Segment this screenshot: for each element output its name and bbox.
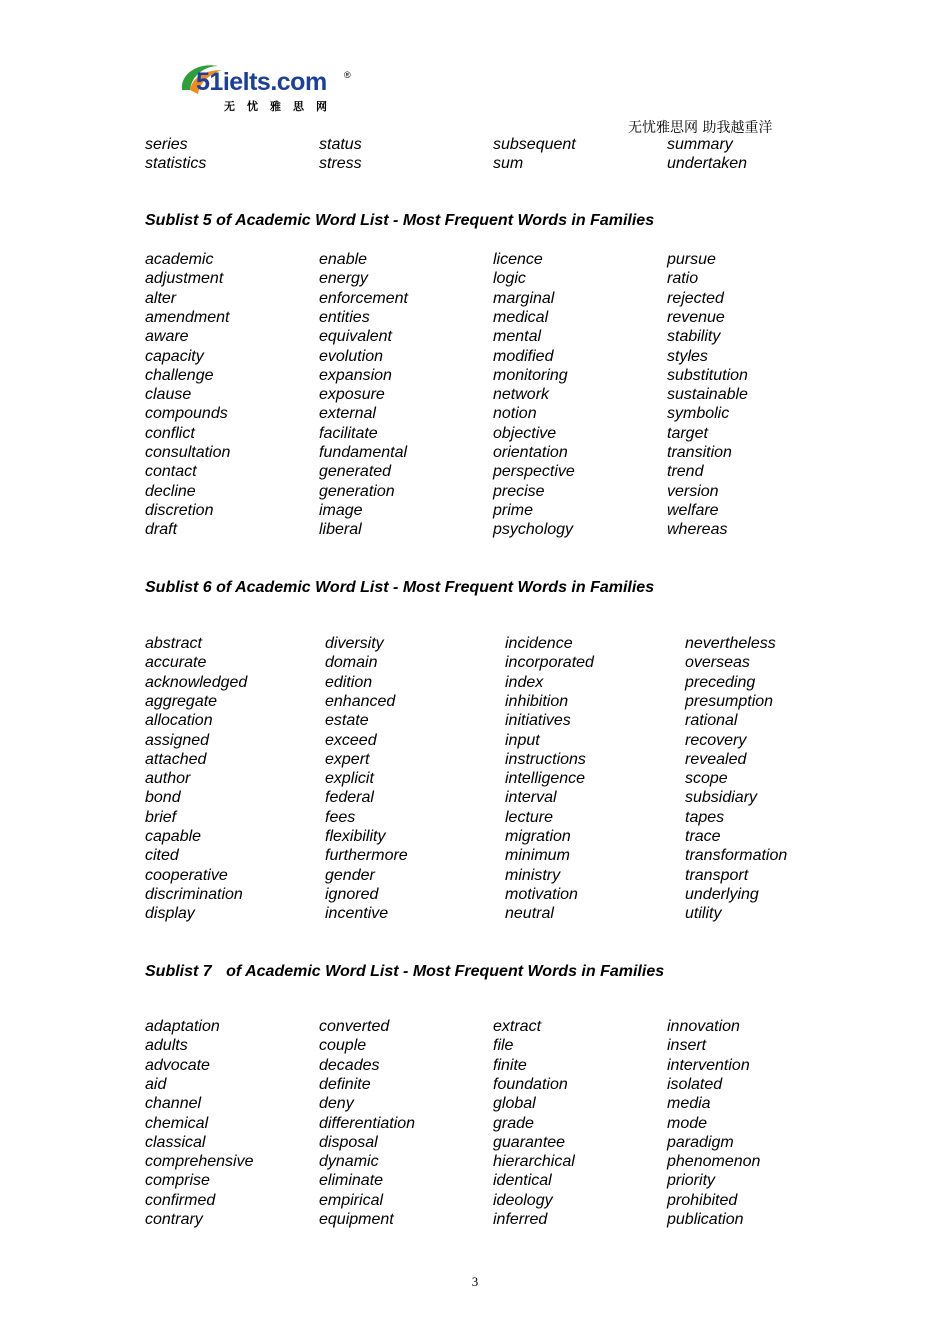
sublist-5-word: objective — [493, 424, 557, 442]
sublist-6-word: cited — [145, 847, 179, 865]
sublist-6-word: preceding — [685, 673, 756, 691]
continued-word: status — [319, 136, 362, 153]
sublist-6-word: intelligence — [505, 770, 586, 788]
sublist-5-word: revenue — [667, 308, 725, 326]
sublist-5-word: prime — [493, 501, 534, 519]
sublist-6-word: cooperative — [145, 866, 228, 884]
sublist-5-word: rejected — [667, 289, 724, 307]
sublist-5-word: liberal — [319, 521, 362, 539]
sublist-6-word: domain — [325, 654, 378, 672]
sublist-6-word: federal — [325, 789, 374, 807]
sublist-5-word: discretion — [145, 501, 214, 519]
sublist-7-word: disposal — [319, 1133, 378, 1151]
sublist-7-word: paradigm — [667, 1133, 734, 1151]
sublist-6-word: instructions — [505, 750, 586, 768]
sublist-6-word: rational — [685, 712, 738, 730]
sublist-6-word: interval — [505, 789, 557, 807]
sublist-5-word: network — [493, 386, 550, 404]
sublist-5-word: external — [319, 405, 376, 423]
sublist-5-word: welfare — [667, 501, 719, 519]
sublist-7-word: confirmed — [145, 1191, 216, 1209]
sublist-6-word: tapes — [685, 808, 725, 826]
sublist-7-word: guarantee — [493, 1133, 566, 1151]
sublist-6-word: discrimination — [145, 885, 243, 903]
sublist-5-word: contact — [145, 463, 197, 481]
sublist-5-word: generation — [319, 482, 395, 500]
sublist-6-word: presumption — [685, 692, 774, 710]
sublist-7-word: channel — [145, 1095, 202, 1113]
sublist-6-word: underlying — [685, 885, 759, 903]
sublist-6-word: flexibility — [325, 828, 386, 845]
sublist-6-word: edition — [325, 673, 373, 691]
sublist-6-word: inhibition — [505, 692, 569, 710]
sublist-6-word: exceed — [325, 731, 377, 749]
sublist-7-word: ideology — [493, 1191, 553, 1209]
sublist-7-word: hierarchical — [493, 1153, 575, 1171]
sublist-5-word: marginal — [493, 289, 555, 307]
sublist-6-word: subsidiary — [685, 789, 758, 807]
sublist-6-word: author — [145, 770, 191, 788]
site-logo — [178, 60, 358, 116]
sublist-5-word: equivalent — [319, 328, 392, 346]
sublist-6-word: expert — [325, 750, 370, 768]
sublist-7-word: converted — [319, 1018, 390, 1035]
sublist-5-word: expansion — [319, 366, 392, 384]
sublist-5-word: substitution — [667, 366, 748, 384]
sublist-5-word: symbolic — [667, 405, 730, 423]
sublist-7-word: innovation — [667, 1018, 740, 1035]
sublist-6-word: nevertheless — [685, 635, 776, 652]
sublist-5-word: orientation — [493, 444, 568, 461]
logo-domain: ielts.com — [222, 68, 327, 96]
sublist-7-heading-rest: of Academic Word List - Most Frequent Words in Families — [221, 963, 665, 980]
continued-word: statistics — [145, 155, 207, 173]
sublist-5-word: enforcement — [319, 289, 408, 307]
sublist-5-word: draft — [145, 521, 178, 539]
sublist-5-word: whereas — [667, 521, 728, 539]
sublist-6-word: incidence — [505, 635, 573, 652]
header-slogan: 无忧雅思网 助我越重洋 — [628, 120, 773, 136]
sublist-7-word: empirical — [319, 1191, 384, 1209]
sublist-7-word: prohibited — [667, 1191, 738, 1209]
sublist-5-word: target — [667, 424, 708, 442]
sublist-5-word: generated — [319, 463, 392, 481]
sublist-5-word: pursue — [667, 251, 716, 268]
sublist-7-word: publication — [667, 1211, 744, 1228]
sublist-6-word: estate — [325, 712, 369, 730]
sublist-7-word: identical — [493, 1172, 552, 1190]
sublist-6-word: ministry — [505, 866, 561, 884]
sublist-5-word: alter — [145, 289, 177, 307]
sublist-6-word: trace — [685, 828, 721, 845]
sublist-6-word: initiatives — [505, 712, 571, 730]
sublist-5-word: entities — [319, 308, 370, 326]
continued-word: sum — [493, 155, 524, 173]
sublist-7-word: insert — [667, 1037, 707, 1055]
sublist-6-word: input — [505, 731, 540, 749]
sublist-6-word: aggregate — [145, 692, 218, 710]
sublist-6-word: gender — [325, 866, 375, 884]
sublist-6-word: lecture — [505, 808, 554, 826]
sublist-6-word: assigned — [145, 731, 210, 749]
sublist-6-word: bond — [145, 789, 181, 807]
sublist-6-word: neutral — [505, 905, 554, 923]
sublist-7-word: eliminate — [319, 1172, 384, 1190]
logo-number: 51 — [196, 68, 223, 96]
sublist-5-word: precise — [493, 482, 545, 500]
sublist-5-word: version — [667, 482, 719, 500]
sublist-6-word: ignored — [325, 885, 379, 903]
sublist-6-word: acknowledged — [145, 673, 248, 691]
sublist-5-word: aware — [145, 328, 189, 346]
sublist-5-word: modified — [493, 347, 554, 365]
sublist-5-word: fundamental — [319, 444, 408, 461]
sublist-6-word: overseas — [685, 654, 750, 672]
continued-word: summary — [667, 136, 733, 153]
sublist-5-word: academic — [145, 251, 214, 268]
sublist-6-word: migration — [505, 828, 571, 845]
sublist-6-word: fees — [325, 808, 356, 826]
sublist-5-word: challenge — [145, 366, 214, 384]
sublist-5-word: conflict — [145, 424, 195, 442]
sublist-6-heading: Sublist 6 of Academic Word List - Most Frequent Words in Families — [145, 579, 655, 596]
sublist-7-word: couple — [319, 1037, 367, 1055]
sublist-6-word: transport — [685, 866, 749, 884]
sublist-5-word: evolution — [319, 347, 384, 365]
sublist-7-word: classical — [145, 1133, 206, 1151]
sublist-6-word: motivation — [505, 885, 578, 903]
continued-word: undertaken — [667, 155, 748, 173]
sublist-6-word: minimum — [505, 847, 570, 865]
continued-word: series — [145, 136, 188, 153]
sublist-6-word: display — [145, 905, 195, 923]
sublist-7-word: global — [493, 1095, 536, 1113]
sublist-7-word: phenomenon — [667, 1153, 761, 1171]
sublist-5-word: clause — [145, 386, 192, 404]
sublist-7-word: intervention — [667, 1056, 750, 1074]
logo-text — [196, 68, 327, 97]
sublist-7-word: foundation — [493, 1075, 568, 1093]
sublist-5-word: image — [319, 501, 363, 519]
sublist-5-word: sustainable — [667, 386, 748, 404]
sublist-5-heading: Sublist 5 of Academic Word List - Most Frequent Words in Families — [145, 212, 655, 229]
sublist-6-word: enhanced — [325, 692, 396, 710]
sublist-5-word: consultation — [145, 444, 231, 461]
sublist-6-word: abstract — [145, 635, 202, 652]
page-number: 3 — [471, 1274, 479, 1289]
sublist-7-word: chemical — [145, 1114, 209, 1132]
sublist-5-word: amendment — [145, 308, 230, 326]
logo-subtitle: 无忧雅思网 — [224, 100, 339, 113]
sublist-6-word: attached — [145, 750, 207, 768]
sublist-7-word: comprehensive — [145, 1153, 254, 1171]
sublist-7-word: extract — [493, 1018, 542, 1035]
sublist-5-word: styles — [667, 347, 708, 365]
sublist-5-word: perspective — [493, 463, 575, 481]
sublist-5-word: ratio — [667, 270, 699, 288]
sublist-7-word: file — [493, 1037, 514, 1055]
sublist-5-word: logic — [493, 270, 526, 288]
sublist-7-word: inferred — [493, 1211, 548, 1228]
sublist-5-word: facilitate — [319, 424, 378, 442]
sublist-5-word: monitoring — [493, 366, 568, 384]
sublist-7-word: decades — [319, 1056, 380, 1074]
sublist-5-word: compounds — [145, 405, 228, 423]
sublist-6-word: furthermore — [325, 847, 408, 865]
sublist-7-word: equipment — [319, 1211, 394, 1228]
sublist-6-word: incentive — [325, 905, 389, 923]
sublist-6-word: allocation — [145, 712, 213, 730]
sublist-5-word: exposure — [319, 386, 385, 404]
sublist-5-word: adjustment — [145, 270, 224, 288]
sublist-7-word: differentiation — [319, 1114, 416, 1132]
sublist-7-word: priority — [667, 1172, 716, 1190]
sublist-7-word: media — [667, 1095, 711, 1113]
sublist-7-word: definite — [319, 1075, 371, 1093]
sublist-7-word: mode — [667, 1114, 708, 1132]
sublist-5-word: energy — [319, 270, 368, 288]
sublist-6-word: revealed — [685, 750, 747, 768]
sublist-5-word: transition — [667, 444, 732, 461]
sublist-7-word: comprise — [145, 1172, 210, 1190]
sublist-5-word: capacity — [145, 347, 204, 365]
continued-word: subsequent — [493, 136, 576, 153]
sublist-5-word: licence — [493, 251, 543, 268]
sublist-7-word: dynamic — [319, 1153, 379, 1171]
sublist-7-heading — [145, 963, 664, 981]
sublist-5-word: decline — [145, 482, 196, 500]
sublist-6-word: accurate — [145, 654, 207, 672]
sublist-6-word: explicit — [325, 770, 374, 788]
logo-registered-mark: ® — [344, 70, 351, 80]
sublist-6-word: capable — [145, 828, 202, 845]
sublist-5-word: trend — [667, 463, 704, 481]
sublist-6-word: brief — [145, 808, 177, 826]
sublist-7-word: grade — [493, 1114, 534, 1132]
sublist-6-word: index — [505, 673, 544, 691]
sublist-7-word: deny — [319, 1095, 354, 1113]
sublist-7-word: finite — [493, 1056, 527, 1074]
continued-word: stress — [319, 155, 362, 173]
sublist-7-word: adaptation — [145, 1018, 220, 1035]
sublist-7-word: isolated — [667, 1075, 723, 1093]
sublist-7-word: aid — [145, 1075, 167, 1093]
sublist-7-word: contrary — [145, 1211, 203, 1228]
sublist-6-word: diversity — [325, 635, 384, 652]
sublist-5-word: enable — [319, 251, 368, 268]
sublist-7-heading-label: Sublist 7 — [145, 963, 212, 980]
sublist-6-word: transformation — [685, 847, 788, 865]
sublist-5-word: stability — [667, 328, 721, 346]
sublist-5-word: psychology — [493, 521, 574, 539]
sublist-7-word: adults — [145, 1037, 188, 1055]
sublist-6-word: scope — [685, 770, 728, 788]
sublist-5-word: mental — [493, 328, 542, 346]
sublist-6-word: recovery — [685, 731, 747, 749]
sublist-6-word: utility — [685, 905, 722, 923]
sublist-7-word: advocate — [145, 1056, 210, 1074]
sublist-6-word: incorporated — [505, 654, 594, 672]
sublist-5-word: medical — [493, 308, 549, 326]
sublist-5-word: notion — [493, 405, 537, 423]
